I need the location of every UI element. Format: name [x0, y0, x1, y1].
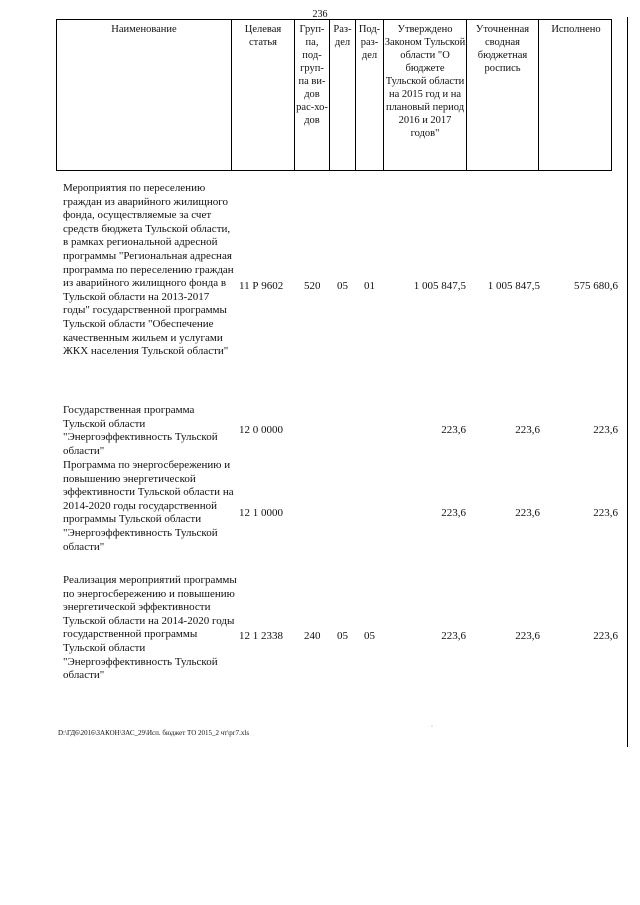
header-approved: Утверждено Законом Тульской области "О бюджете Тульской области на 2015 год и на плановый период 2016 и 2017 годов"	[384, 20, 467, 170]
row-subsection: 05	[364, 630, 375, 642]
margin-line	[627, 17, 628, 747]
row-approved: 223,6	[441, 424, 466, 436]
row-code: 12 1 0000	[239, 507, 283, 519]
row-refined: 223,6	[515, 424, 540, 436]
row-code: 11 Р 9602	[239, 280, 284, 292]
table-header	[56, 19, 612, 171]
row-code: 12 1 2338	[239, 630, 283, 642]
header-executed: Исполнено	[551, 24, 601, 35]
header-section: Раз-дел	[330, 20, 356, 170]
row-code: 12 0 0000	[239, 424, 283, 436]
page-number: 236	[312, 9, 328, 20]
row-group: 520	[304, 280, 321, 292]
row-group: 240	[304, 630, 321, 642]
row-executed: 223,6	[593, 507, 618, 519]
row-name: Мероприятия по переселению граждан из аварийного жилищного фонда, осуществляемые за счет средств бюджета Тульской области, в рамках региональной адресной программы "Региональная адресная программа по переселению граждан из аварийного жилищного фонда в Тульской области на 2013-2017 годы" государственной программы Тульской области "Обеспечение качественным жильем и услугами ЖКХ населения Тульской области"	[63, 182, 234, 358]
row-refined: 223,6	[515, 507, 540, 519]
header-refined: Уточненная сводная бюджетная роспись	[467, 20, 539, 170]
row-name: Государственная программа Тульской области "Энергоэффективность Тульской области"	[63, 404, 218, 457]
row-section: 05	[337, 280, 348, 292]
row-executed: 223,6	[593, 630, 618, 642]
header-name: Наименование	[57, 20, 232, 170]
row-refined: 1 005 847,5	[487, 280, 540, 292]
file-path-footer: D:\ГД6\2016\ЗАКОН\ЗАС_29\Исп. бюджет ТО 2015_2 чт\рг7.xls	[58, 729, 250, 737]
row-approved: 1 005 847,5	[413, 280, 466, 292]
row-name: Программа по энергосбережению и повышению энергетической эффективности Тульской области на 2014-2020 годы государственной программы Тульской области "Энергоэффективность Тульской области"	[63, 459, 234, 553]
row-refined: 223,6	[515, 630, 540, 642]
row-approved: 223,6	[441, 630, 466, 642]
header-expense-group: Груп-па, под-груп-па ви-дов рас-хо-дов	[295, 20, 330, 170]
row-executed: 575 680,6	[574, 280, 618, 292]
row-subsection: 01	[364, 280, 375, 292]
row-executed: 223,6	[593, 424, 618, 436]
row-name: Реализация мероприятий программы по энергосбережению и повышению энергетической эффективности Тульской области на 2014-2020 годы государственной программы Тульской области "Энергоэффективность Тульской области"	[63, 574, 237, 682]
header-target-article: Целевая статья	[232, 20, 295, 170]
header-subsection: Под-раз-дел	[356, 20, 384, 170]
row-section: 05	[337, 630, 348, 642]
row-approved: 223,6	[441, 507, 466, 519]
scan-mark: ·	[431, 724, 433, 730]
